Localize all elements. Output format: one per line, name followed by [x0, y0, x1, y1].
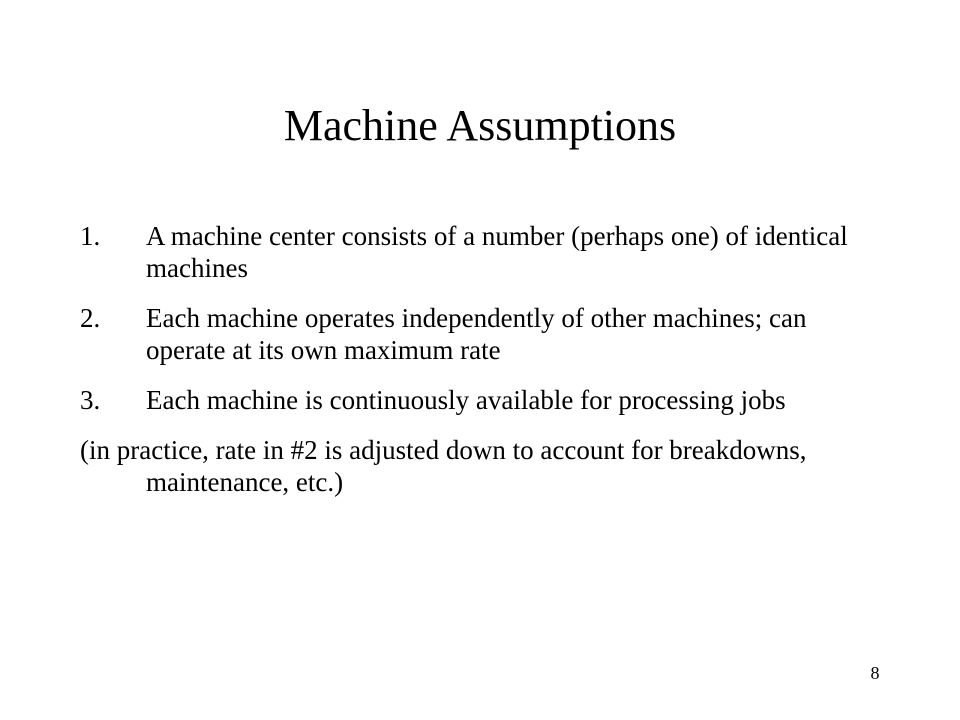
- slide-title: Machine Assumptions: [283, 101, 677, 150]
- practice-note: (in practice, rate in #2 is adjusted down to account for breakdowns, maintenance, etc.): [80, 435, 807, 497]
- list-item-1: [80, 220, 880, 284]
- list-item-number: 2.: [80, 303, 101, 333]
- slide-body: [80, 220, 880, 498]
- list-item-2: [80, 302, 880, 366]
- list-item-3: [80, 384, 880, 416]
- list-item-text: Each machine operates independently of other machines; can operate at its own maximum rate: [146, 303, 807, 365]
- list-item-text: A machine center consists of a number (perhaps one) of identical machines: [146, 221, 848, 283]
- page-number: 8: [870, 663, 880, 683]
- list-item-number: 1.: [80, 221, 101, 251]
- list-item-text: Each machine is continuously available for processing jobs: [146, 385, 786, 415]
- list-item-number: 3.: [80, 385, 101, 415]
